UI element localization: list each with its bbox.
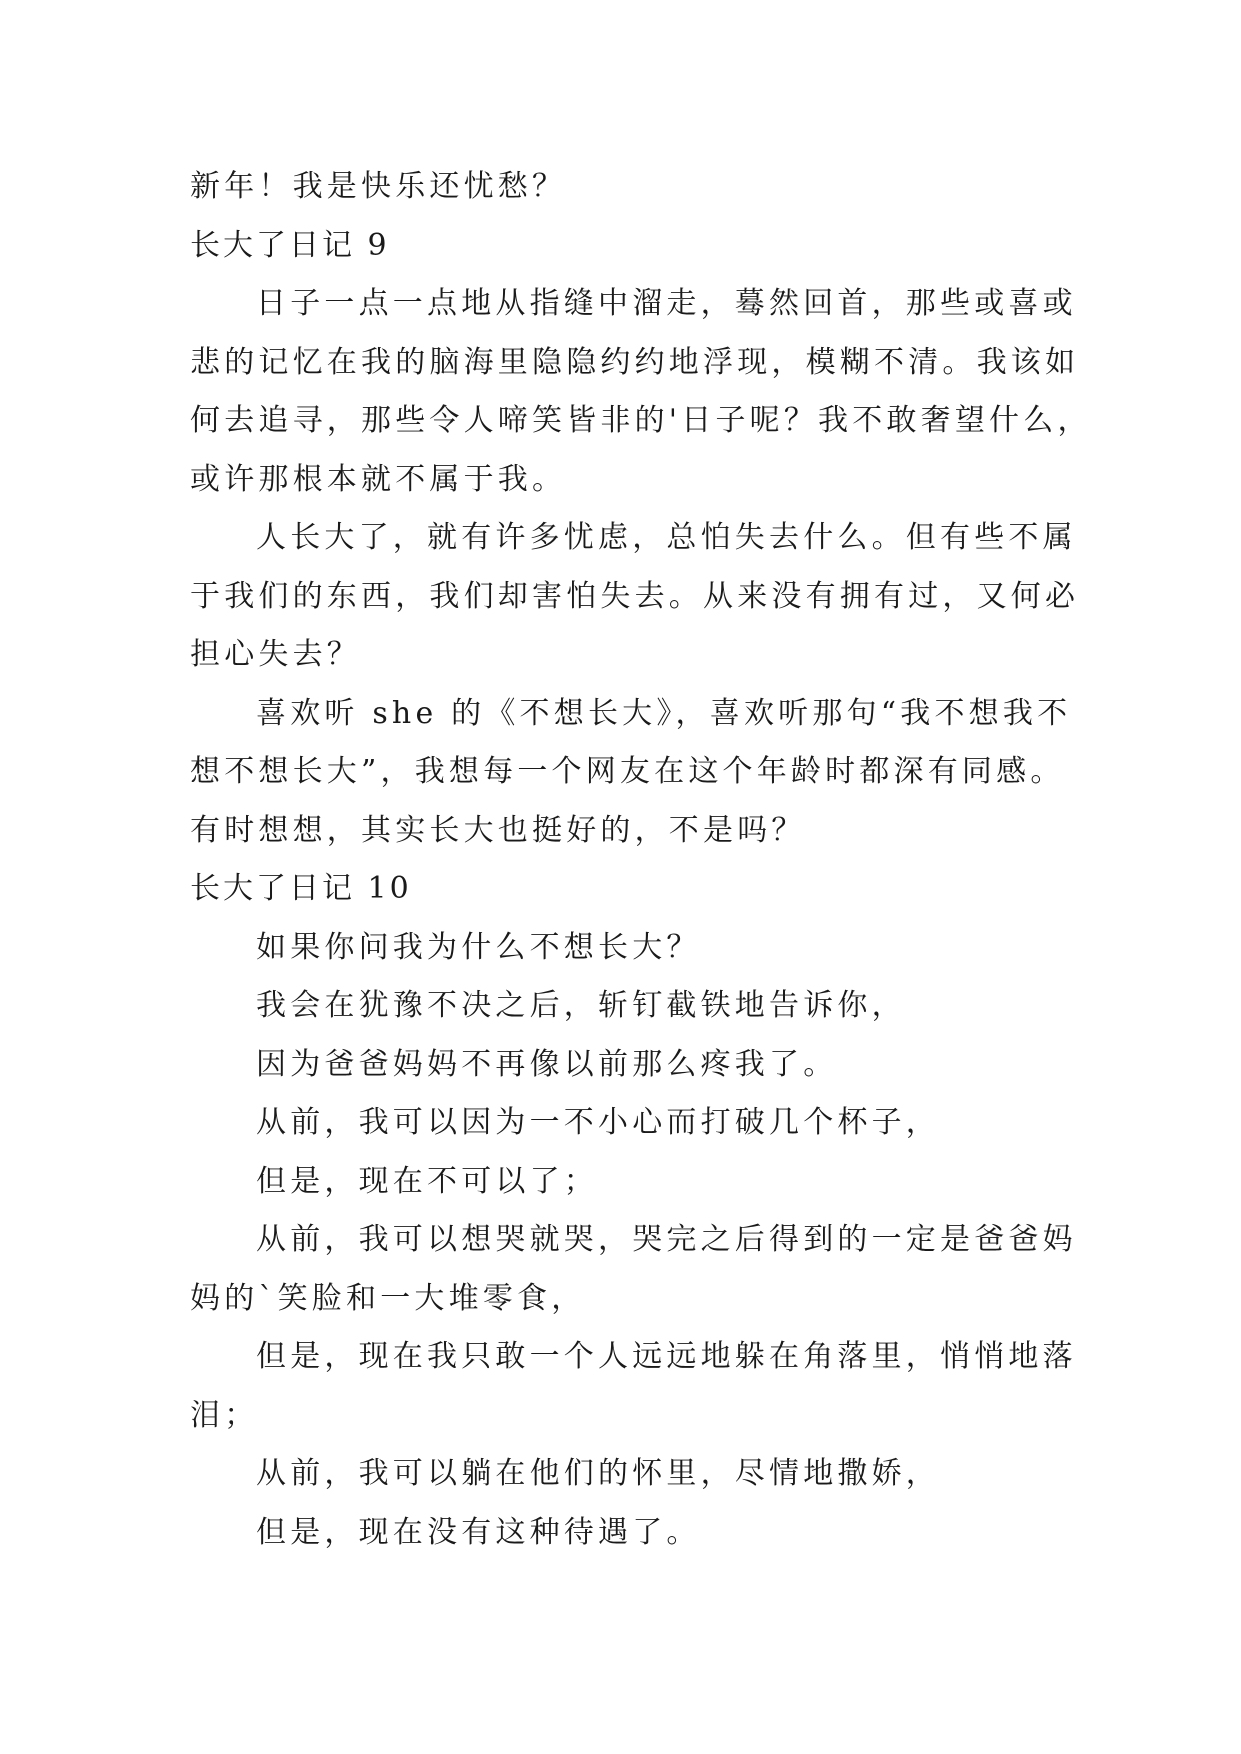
text-line: 从前，我可以想哭就哭，哭完之后得到的一定是爸爸妈 bbox=[256, 1222, 1077, 1257]
section-heading: 长大了日记 10 bbox=[190, 871, 412, 906]
text-line: 何去追寻，那些令人啼笑皆非的'日子呢？我不敢奢望什么， bbox=[190, 403, 1092, 438]
text-line: 如果你问我为什么不想长大？ bbox=[256, 929, 701, 965]
text-line: 新年！我是快乐还忧愁？ bbox=[190, 169, 567, 204]
text-line: 喜欢听 she 的《不想长大》，喜欢听那句“我不想我不 bbox=[256, 695, 1072, 731]
text-line: 日子一点一点地从指缝中溜走，蓦然回首，那些或喜或 bbox=[256, 286, 1077, 321]
section-heading: 长大了日记 9 bbox=[190, 227, 390, 263]
text-line: 或许那根本就不属于我。 bbox=[190, 461, 567, 497]
text-line: 悲的记忆在我的脑海里隐隐约约地浮现，模糊不清。我该如 bbox=[190, 344, 1080, 380]
text-line: 从前，我可以因为一不小心而打破几个杯子， bbox=[256, 1105, 940, 1140]
text-line: 想不想长大”，我想每一个网友在这个年龄时都深有同感。 bbox=[190, 754, 1065, 789]
text-line: 但是，现在没有这种待遇了。 bbox=[256, 1514, 701, 1550]
text-line: 我会在犹豫不决之后，斩钉截铁地告诉你， bbox=[256, 988, 906, 1023]
text-line: 泪； bbox=[190, 1397, 259, 1433]
text-line: 人长大了，就有许多忧虑，总怕失去什么。但有些不属 bbox=[256, 520, 1077, 555]
text-line: 担心失去？ bbox=[190, 637, 361, 672]
document-body bbox=[190, 158, 1092, 1562]
text-line: 于我们的东西，我们却害怕失去。从来没有拥有过，又何必 bbox=[190, 578, 1080, 614]
text-line: 但是，现在不可以了； bbox=[256, 1163, 598, 1199]
text-line: 但是，现在我只敢一个人远远地躲在角落里，悄悄地落 bbox=[256, 1339, 1077, 1374]
text-line: 有时想想，其实长大也挺好的，不是吗？ bbox=[190, 812, 806, 848]
text-line: 因为爸爸妈妈不再像以前那么疼我了。 bbox=[256, 1046, 838, 1082]
text-line: 从前，我可以躺在他们的怀里，尽情地撒娇， bbox=[256, 1456, 940, 1491]
text-line: 妈的`笑脸和一大堆零食， bbox=[190, 1280, 586, 1316]
